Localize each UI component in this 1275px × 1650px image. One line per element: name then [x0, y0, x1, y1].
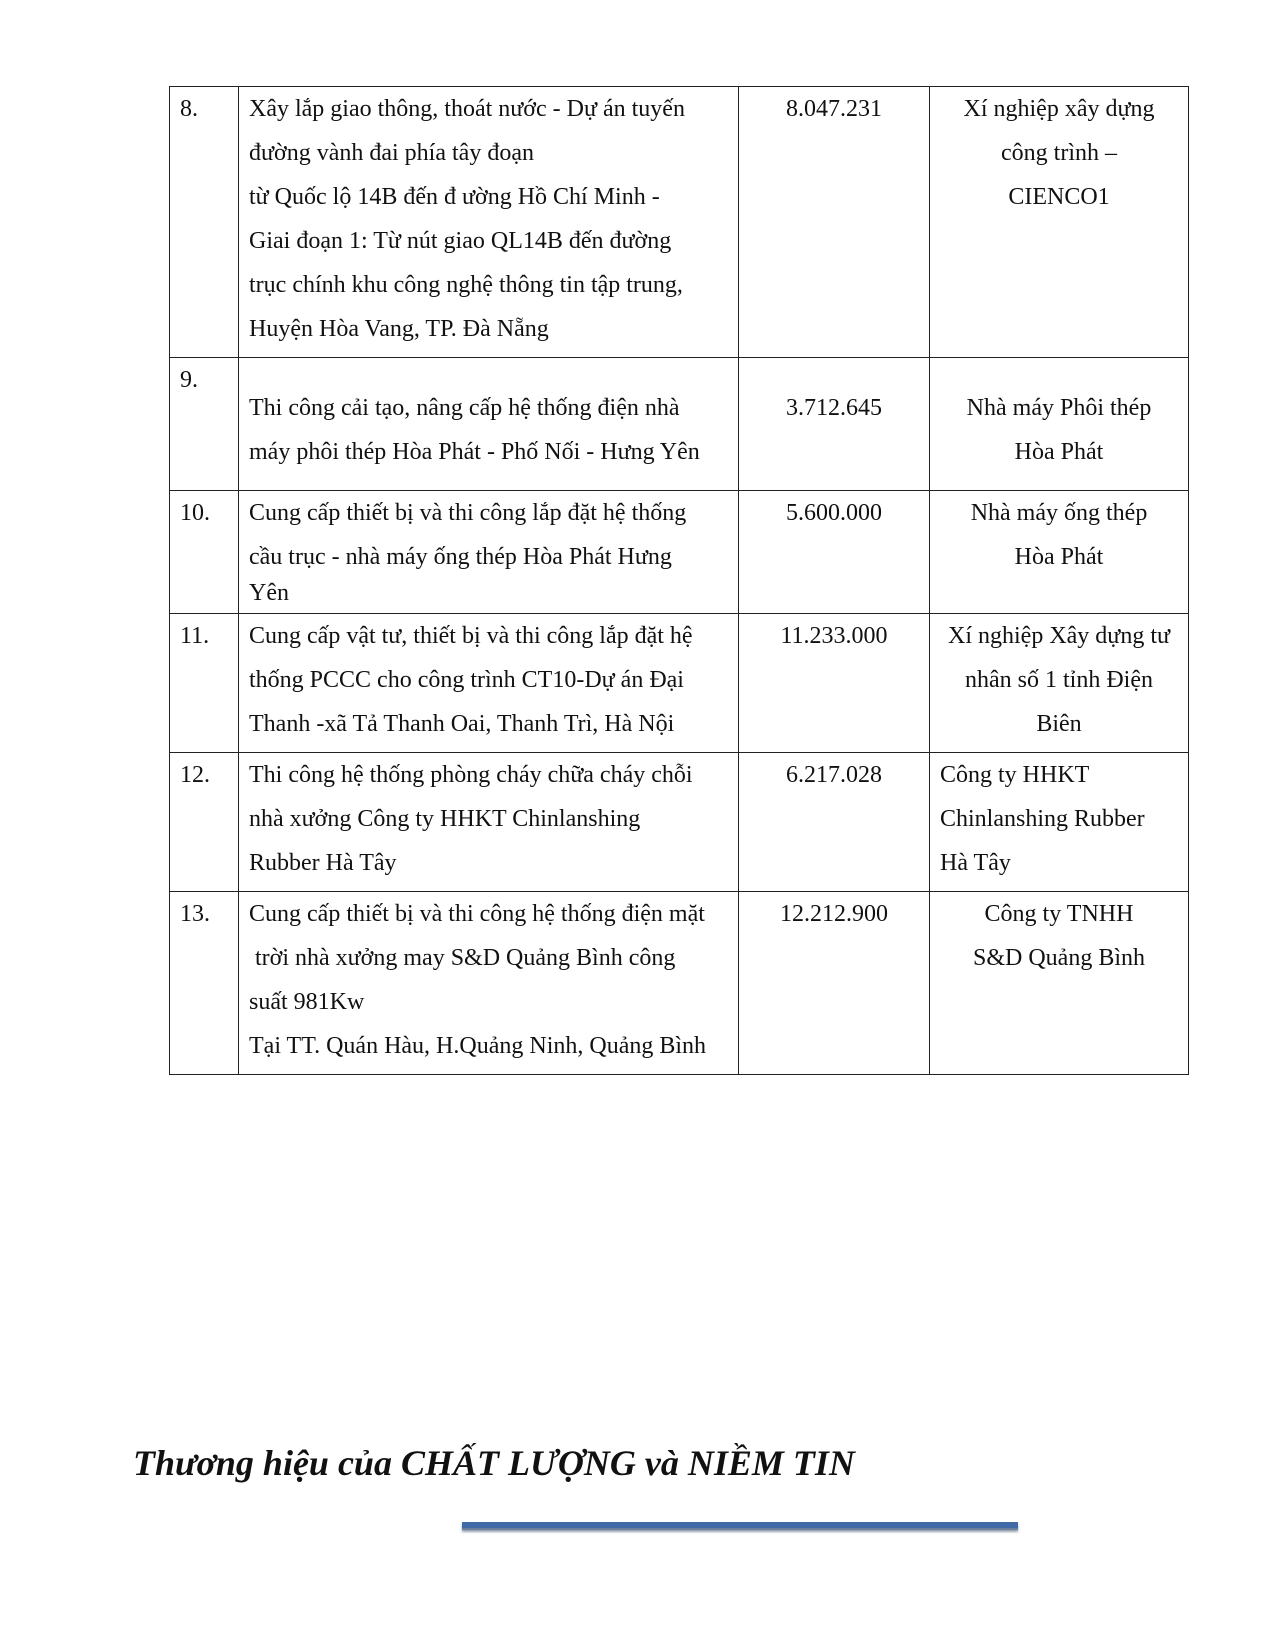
- company-slogan: Thương hiệu của CHẤT LƯỢNG và NIỀM TIN: [133, 1443, 855, 1483]
- project-description: [239, 491, 739, 614]
- contract-value: 12.212.900: [739, 892, 930, 1075]
- client-line: Công ty HHKT: [940, 762, 1090, 788]
- description-line: máy phôi thép Hòa Phát - Phố Nối - Hưng Yên: [249, 439, 700, 465]
- contract-value: 6.217.028: [739, 753, 930, 892]
- project-description: [239, 614, 739, 753]
- description-line: nhà xưởng Công ty HHKT Chinlanshing: [249, 806, 641, 832]
- row-number: 8.: [170, 87, 239, 358]
- client-line: Xí nghiệp Xây dựng tư: [948, 623, 1170, 649]
- contract-value: 5.600.000: [739, 491, 930, 614]
- description-line: trục chính khu công nghệ thông tin tập trung,: [249, 272, 683, 298]
- description-line: trời nhà xưởng may S&D Quảng Bình công: [249, 945, 676, 971]
- description-line: Huyện Hòa Vang, TP. Đà Nẵng: [249, 316, 549, 342]
- description-line: Xây lắp giao thông, thoát nước - Dự án tuyến: [249, 96, 685, 122]
- table-row: [170, 87, 1189, 358]
- row-number: 13.: [170, 892, 239, 1075]
- project-description: [239, 87, 739, 358]
- client-line: Hòa Phát: [1014, 439, 1104, 465]
- project-description: [239, 753, 739, 892]
- client-name: [930, 614, 1189, 753]
- table-row: [170, 491, 1189, 614]
- description-line: từ Quốc lộ 14B đến đ ường Hồ Chí Minh -: [249, 184, 660, 210]
- client-line: Hòa Phát: [1014, 544, 1104, 570]
- row-number: 11.: [170, 614, 239, 753]
- client-line: nhân số 1 tỉnh Điện: [965, 667, 1153, 693]
- row-number: 9.: [170, 358, 239, 491]
- client-line: Nhà máy Phôi thép: [966, 395, 1152, 421]
- table-row: [170, 892, 1189, 1075]
- client-name: [930, 87, 1189, 358]
- description-line: Thi công cải tạo, nâng cấp hệ thống điện nhà: [249, 395, 680, 421]
- table-row: [170, 614, 1189, 753]
- client-line: công trình –: [1001, 140, 1117, 166]
- contract-value-text: 3.712.645: [786, 395, 882, 421]
- client-line: Nhà máy ống thép: [970, 500, 1148, 526]
- project-description: [239, 358, 739, 491]
- description-line: Giai đoạn 1: Từ nút giao QL14B đến đường: [249, 228, 672, 254]
- contract-value: 8.047.231: [739, 87, 930, 358]
- description-line: Thanh -xã Tả Thanh Oai, Thanh Trì, Hà Nội: [249, 711, 675, 737]
- client-line: Biên: [1036, 711, 1082, 737]
- footer-rule: [462, 1522, 1018, 1530]
- description-line: Cung cấp thiết bị và thi công lắp đặt hệ thống: [249, 500, 687, 526]
- description-line: cầu trục - nhà máy ống thép Hòa Phát Hưng: [249, 544, 672, 570]
- description-line: thống PCCC cho công trình CT10-Dự án Đại: [249, 667, 684, 693]
- projects-table: [169, 86, 1189, 1075]
- contract-value: [739, 358, 930, 491]
- description-line: Rubber Hà Tây: [249, 850, 397, 876]
- row-number: 10.: [170, 491, 239, 614]
- description-line: Thi công hệ thống phòng cháy chữa cháy chỗi: [249, 762, 693, 788]
- client-line: Xí nghiệp xây dựng: [963, 96, 1155, 122]
- description-line: suất 981Kw: [249, 989, 365, 1015]
- description-line: đường vành đai phía tây đoạn: [249, 140, 534, 166]
- description-line: Cung cấp thiết bị và thi công hệ thống điện mặt: [249, 901, 705, 927]
- client-name: [930, 753, 1189, 892]
- client-line: Chinlanshing Rubber: [940, 806, 1145, 832]
- client-line: CIENCO1: [1008, 184, 1110, 210]
- client-name: [930, 491, 1189, 614]
- client-line: S&D Quảng Bình: [972, 945, 1145, 971]
- description-line: Yên: [249, 580, 289, 606]
- description-line: Cung cấp vật tư, thiết bị và thi công lắp đặt hệ: [249, 623, 693, 649]
- description-line: Tại TT. Quán Hàu, H.Quảng Ninh, Quảng Bình: [249, 1033, 707, 1059]
- client-name: [930, 358, 1189, 491]
- client-line: Hà Tây: [940, 850, 1011, 876]
- contract-value: 11.233.000: [739, 614, 930, 753]
- row-number: 12.: [170, 753, 239, 892]
- client-name: [930, 892, 1189, 1075]
- client-line: Công ty TNHH: [984, 901, 1134, 927]
- table-row: [170, 358, 1189, 491]
- table-row: [170, 753, 1189, 892]
- project-description: [239, 892, 739, 1075]
